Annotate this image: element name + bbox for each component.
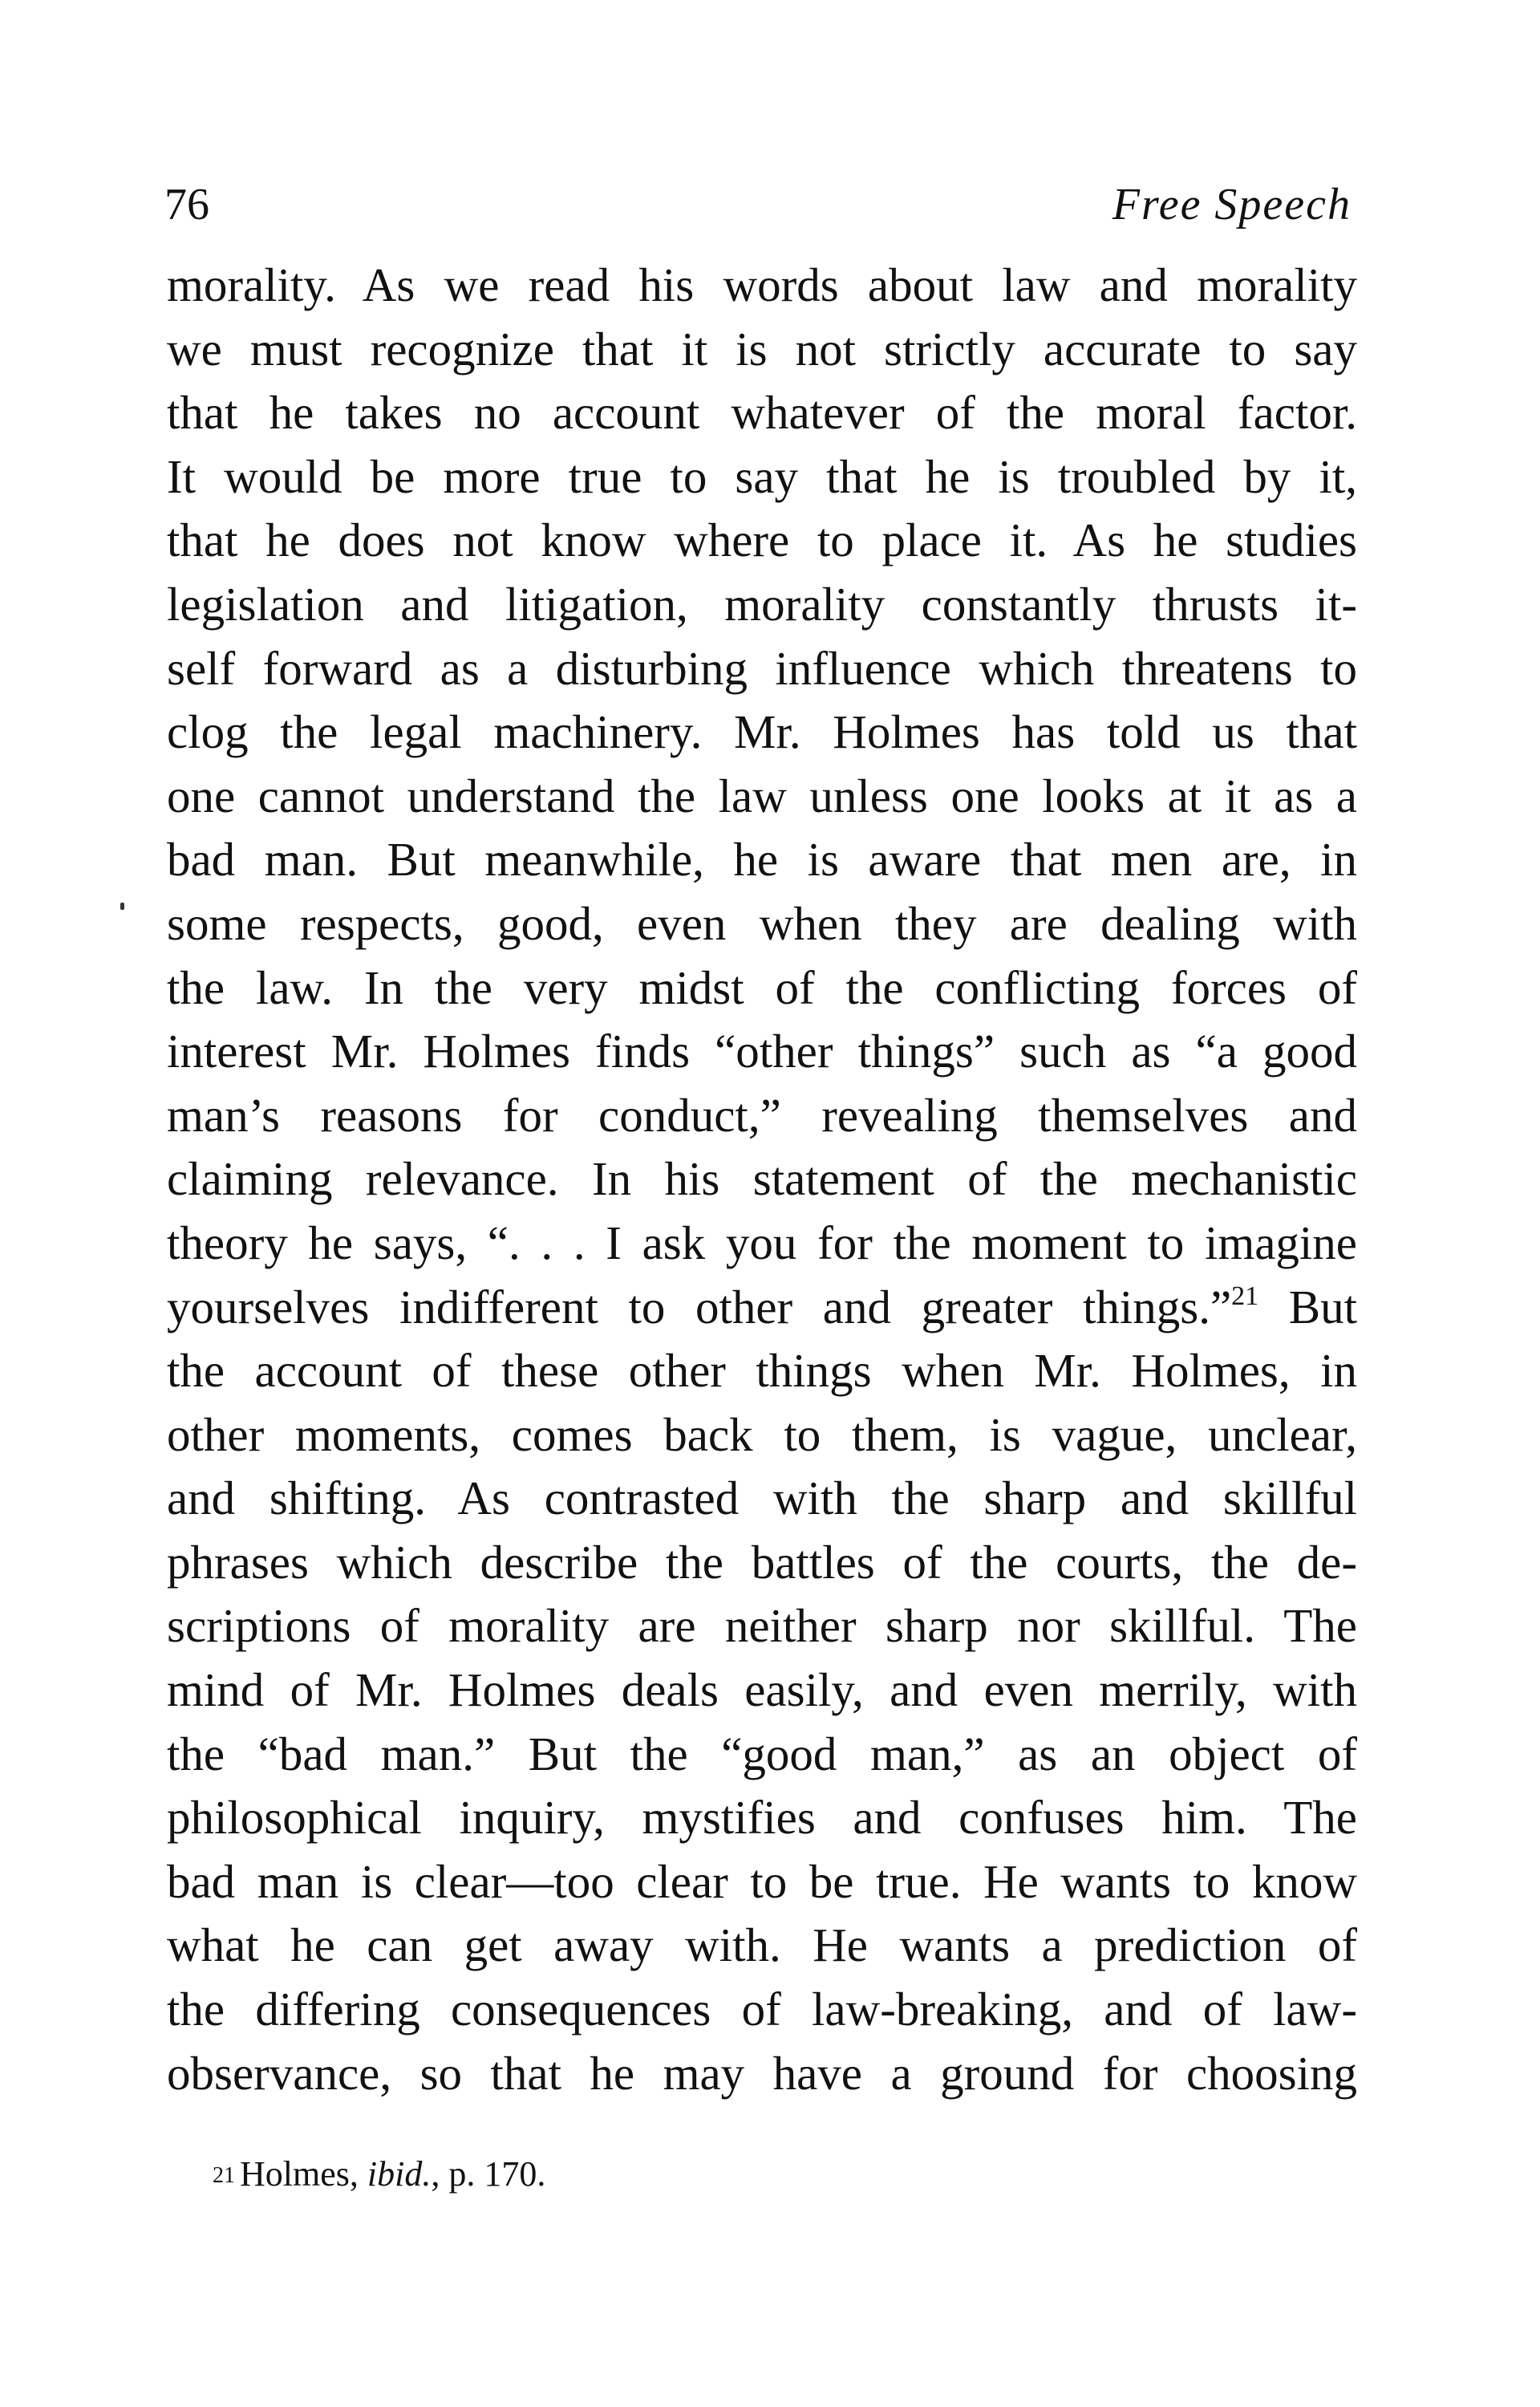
text-line: that he does not know where to place it. As he studies [167, 513, 1357, 567]
text-line: the differing consequences of law-breaking, and of law- [167, 1983, 1357, 2036]
footnote [213, 2150, 545, 2198]
text-line: philosophical inquiry, mystifies and confuses him. The [167, 1791, 1357, 1845]
text-line-segment: yourselves indifferent to other and greater things.” [167, 1280, 1232, 1333]
text-line: and shifting. As contrasted with the sharp and skillful [167, 1471, 1357, 1525]
footnote-mark: 21 [213, 2163, 235, 2188]
footnote-author: Holmes, [240, 2154, 367, 2194]
footnote-ibid: ibid. [367, 2154, 432, 2194]
text-line-with-footnote-ref [167, 1276, 1357, 1340]
text-line: one cannot understand the law unless one looks at it as a [167, 769, 1357, 822]
text-line: claiming relevance. In his statement of the mechanistic [167, 1152, 1357, 1206]
text-line: the law. In the very midst of the conflicting forces of [167, 960, 1357, 1014]
text-line: we must recognize that it is not strictly accurate to say [167, 322, 1357, 375]
text-line: man’s reasons for conduct,” revealing themselves and [167, 1088, 1357, 1142]
text-line-segment: But [1258, 1280, 1357, 1333]
text-line: legislation and litigation, morality constantly thrusts it- [167, 577, 1357, 631]
footnote-reference[interactable]: 21 [1231, 1281, 1259, 1311]
text-line: other moments, comes back to them, is vague, unclear, [167, 1407, 1357, 1461]
text-line: mind of Mr. Holmes deals easily, and even merrily, with [167, 1663, 1357, 1717]
text-line: some respects, good, even when they are dealing with [167, 896, 1357, 950]
text-line: the account of these other things when Mr. Holmes, in [167, 1344, 1357, 1398]
text-line: what he can get away with. He wants a prediction of [167, 1918, 1357, 1972]
text-line: theory he says, “. . . I ask you for the moment to imagine [167, 1216, 1357, 1269]
page-header [164, 173, 1352, 237]
text-line: scriptions of morality are neither sharp nor skillful. The [167, 1599, 1357, 1653]
footnote-page: , p. 170. [431, 2154, 546, 2194]
text-line: self forward as a disturbing influence which threatens to [167, 641, 1357, 695]
text-line: observance, so that he may have a ground for choosing [167, 2046, 1357, 2100]
margin-speck [120, 903, 124, 910]
running-head: Free Speech [1112, 180, 1352, 229]
text-line: bad man is clear—too clear to be true. He wants to know [167, 1854, 1357, 1908]
text-line: bad man. But meanwhile, he is aware that men are, in [167, 833, 1357, 887]
text-line: interest Mr. Holmes finds “other things” such as “a good [167, 1025, 1357, 1078]
text-line: phrases which describe the battles of the courts, the de- [167, 1535, 1357, 1589]
text-line: It would be more true to say that he is troubled by it, [167, 449, 1357, 503]
text-line: morality. As we read his words about law and morality [167, 258, 1357, 311]
page-number: 76 [164, 180, 209, 229]
text-line: the “bad man.” But the “good man,” as an object of [167, 1727, 1357, 1780]
text-line: that he takes no account whatever of the moral factor. [167, 386, 1357, 440]
text-line: clog the legal machinery. Mr. Holmes has told us that [167, 705, 1357, 759]
body-text [167, 254, 1357, 2105]
